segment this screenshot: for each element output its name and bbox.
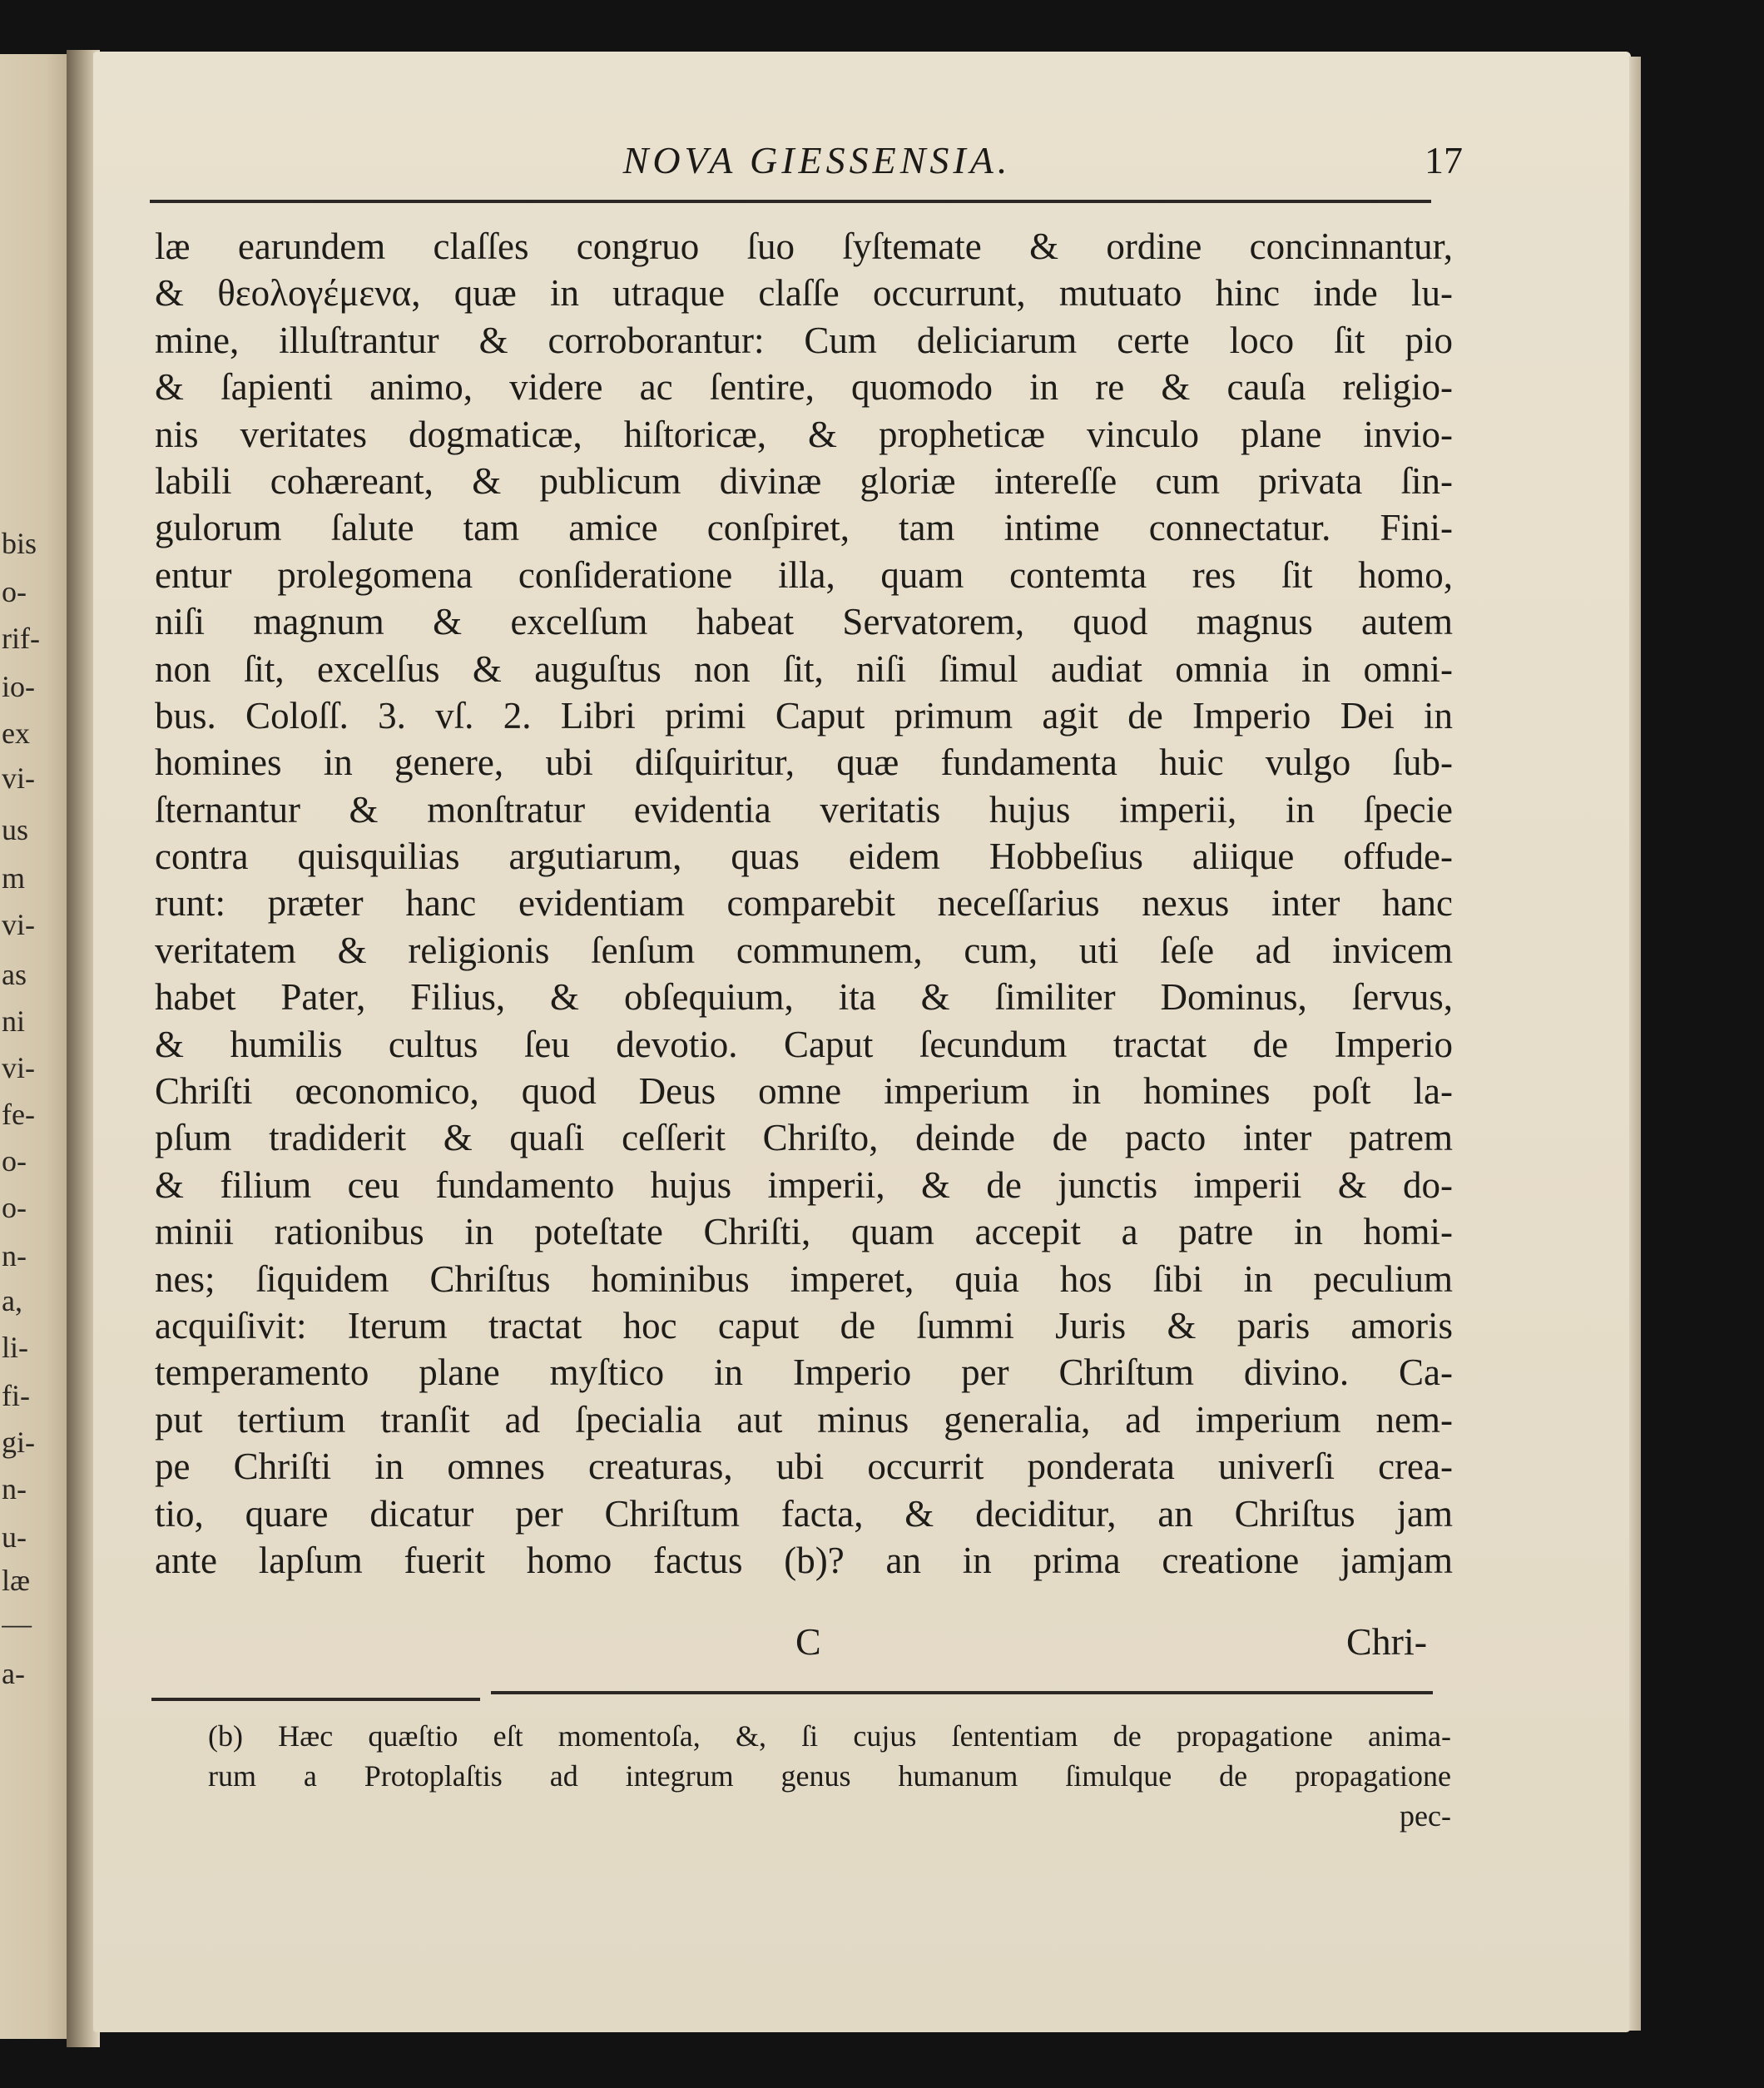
- body-line: bus. Coloſſ. 3. vſ. 2. Libri primi Caput primum agit de Imperio Dei in: [155, 694, 1453, 737]
- body-line: læ earundem claſſes congruo ſuo ſyſtemate & ordine concinnantur,: [155, 226, 1453, 267]
- body-line: ante lapſum fuerit homo factus (b)? an in prima creatione jamjam: [155, 1539, 1453, 1581]
- body-line: & θεολογέμενα, quæ in utraque claſſe occurrunt, mutuato hinc inde lu-: [155, 272, 1453, 315]
- body-line: mine, illuſtrantur & corroborantur: Cum deliciarum certe loco ſit pio: [155, 319, 1453, 361]
- margin-fragment: o-: [2, 1191, 27, 1224]
- margin-fragment: o-: [2, 575, 27, 608]
- margin-fragment: m: [2, 861, 26, 895]
- footnote: [208, 1716, 1451, 1836]
- margin-fragment: a-: [2, 1657, 25, 1690]
- footnote-line: (b) Hæc quæſtio eſt momentoſa, &, ſi cujus ſententiam de propagatione anima-: [208, 1719, 1451, 1753]
- left-page-edge: [0, 54, 77, 2039]
- footnote-catchword: pec-: [1400, 1799, 1451, 1833]
- margin-fragment: u-: [2, 1520, 27, 1554]
- body-line: labili cohæreant, & publicum divinæ gloriæ intereſſe cum privata ſin-: [155, 459, 1453, 502]
- catchword: Chri-: [1346, 1620, 1428, 1663]
- margin-fragment: io-: [2, 670, 35, 703]
- body-line: gulorum ſalute tam amice conſpiret, tam intime connectatur. Fini-: [155, 507, 1453, 549]
- body-line: Chriſti œconomico, quod Deus omne imperium in homines poſt la-: [155, 1070, 1453, 1113]
- signature-mark: C: [795, 1620, 821, 1663]
- margin-fragment: gi-: [2, 1426, 35, 1459]
- margin-fragment: ex: [2, 717, 30, 750]
- margin-fragment: —: [2, 1607, 32, 1640]
- margin-fragment: ni: [2, 1004, 26, 1038]
- body-line: non ſit, excelſus & auguſtus non ſit, niſi ſimul audiat omnia in omni-: [155, 647, 1453, 690]
- margin-fragment: fe-: [2, 1098, 35, 1131]
- margin-fragment: as: [2, 958, 27, 991]
- body-line: pe Chriſti in omnes creaturas, ubi occurrit ponderata univerſi crea-: [155, 1446, 1453, 1488]
- margin-fragment: a,: [2, 1284, 22, 1317]
- body-line: runt: præter hanc evidentiam comparebit neceſſarius nexus inter hanc: [155, 882, 1453, 925]
- margin-fragment: li-: [2, 1331, 28, 1364]
- body-line: tio, quare dicatur per Chriſtum facta, & deciditur, an Chriſtus jam: [155, 1492, 1453, 1535]
- body-line: put tertium tranſit ad ſpecialia aut minus generalia, ad imperium nem-: [155, 1398, 1453, 1441]
- body-line: niſi magnum & excelſum habeat Servatorem, quod magnus autem: [155, 601, 1453, 643]
- margin-fragment: o-: [2, 1144, 27, 1178]
- margin-fragment: n-: [2, 1472, 27, 1505]
- body-line: & humilis cultus ſeu devotio. Caput ſecundum tractat de Imperio: [155, 1023, 1453, 1065]
- running-header-title: NOVA GIESSENSIA.: [622, 139, 1012, 181]
- page-number: 17: [1425, 139, 1463, 181]
- body-line: pſum tradiderit & quaſi ceſſerit Chriſto, deinde de pacto inter patrem: [155, 1117, 1453, 1159]
- footnote-rule-right: [491, 1691, 1433, 1694]
- body-line: contra quisquilias argutiarum, quas eidem Hobbeſius aliique offude-: [155, 836, 1453, 878]
- page-edge: [1629, 57, 1641, 2031]
- body-line: acquiſivit: Iterum tractat hoc caput de ſummi Juris & paris amoris: [155, 1304, 1453, 1347]
- body-line: & filium ceu fundamento hujus imperii, & de junctis imperii & do-: [155, 1163, 1453, 1206]
- body-line: temperamento plane myſtico in Imperio per Chriſtum divino. Ca-: [155, 1351, 1453, 1394]
- footnote-line: rum a Protoplaſtis ad integrum genus humanum ſimulque de propagatione: [208, 1759, 1451, 1793]
- body-line: & ſapienti animo, videre ac ſentire, quomodo in re & cauſa religio-: [155, 366, 1453, 409]
- header-rule: [150, 200, 1431, 203]
- margin-fragment: fi-: [2, 1379, 30, 1412]
- body-line: habet Pater, Filius, & obſequium, ita & ſimiliter Dominus, ſervus,: [155, 976, 1453, 1019]
- body-line: homines in genere, ubi diſquiritur, quæ fundamenta huic vulgo ſub-: [155, 741, 1453, 784]
- margin-fragment: n-: [2, 1239, 27, 1272]
- body-line: nis veritates dogmaticæ, hiſtoricæ, & propheticæ vinculo plane invio-: [155, 413, 1453, 455]
- margin-fragment: rif-: [2, 622, 40, 655]
- body-line: ſternantur & monſtratur evidentia veritatis hujus imperii, in ſpecie: [155, 788, 1453, 831]
- margin-fragment: us: [2, 813, 29, 846]
- margin-fragment: vi-: [2, 1051, 35, 1084]
- body-text: [155, 223, 1453, 1584]
- margin-fragment: bis: [2, 527, 37, 560]
- margin-fragment: vi-: [2, 761, 35, 795]
- body-line: minii rationibus in poteſtate Chriſti, quam accepit a patre in homi-: [155, 1211, 1453, 1253]
- body-line: entur prolegomena conſideratione illa, quam contemta res ſit homo,: [155, 553, 1453, 596]
- body-line: veritatem & religionis ſenſum communem, cum, uti ſeſe ad invicem: [155, 929, 1453, 971]
- margin-fragment: læ: [2, 1564, 31, 1597]
- body-line: nes; ſiquidem Chriſtus hominibus imperet, quia hos ſibi in peculium: [155, 1257, 1453, 1300]
- margin-fragment: vi-: [2, 908, 35, 941]
- footnote-rule-left: [151, 1698, 480, 1701]
